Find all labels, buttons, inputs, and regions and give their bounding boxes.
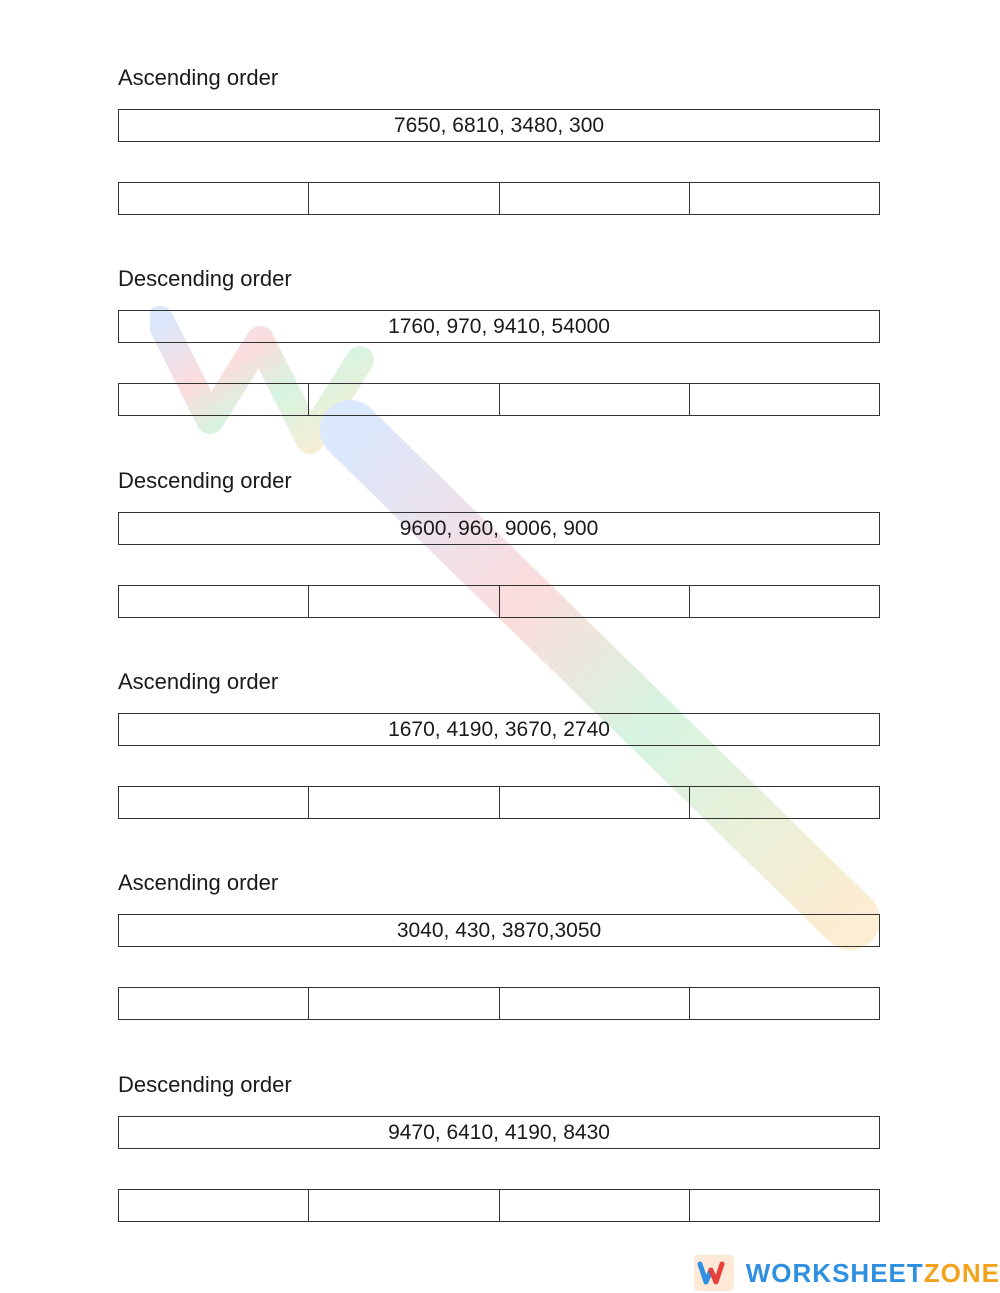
answer-cell-2[interactable] [309, 183, 499, 214]
brand-name-part2: ZONE [923, 1257, 1000, 1288]
answer-cell-1[interactable] [119, 586, 309, 617]
section-title: Descending order [118, 266, 292, 291]
w-logo-icon [694, 1255, 734, 1291]
answer-cell-2[interactable] [309, 1190, 499, 1221]
answer-cell-2[interactable] [309, 586, 499, 617]
answer-cell-3[interactable] [500, 1190, 690, 1221]
numbers-box: 7650, 6810, 3480, 300 [118, 109, 880, 142]
numbers-box: 9470, 6410, 4190, 8430 [118, 1116, 880, 1149]
answer-cell-3[interactable] [500, 988, 690, 1019]
section-title: Ascending order [118, 870, 279, 895]
section-title: Ascending order [118, 65, 279, 90]
answer-row [118, 987, 880, 1020]
answer-row [118, 1189, 880, 1222]
answer-cell-4[interactable] [690, 586, 879, 617]
answer-cell-4[interactable] [690, 988, 879, 1019]
answer-cell-2[interactable] [309, 384, 499, 415]
numbers-box: 3040, 430, 3870,3050 [118, 914, 880, 947]
brand-name-part1: WORKSHEET [745, 1257, 924, 1288]
answer-cell-1[interactable] [119, 183, 309, 214]
section-title: Descending order [118, 468, 292, 493]
answer-cell-1[interactable] [119, 1190, 309, 1221]
answer-row [118, 182, 880, 215]
answer-row [118, 585, 880, 618]
section-title: Ascending order [118, 669, 279, 694]
answer-cell-4[interactable] [690, 183, 879, 214]
answer-cell-2[interactable] [309, 988, 499, 1019]
answer-cell-4[interactable] [690, 1190, 879, 1221]
numbers-box: 9600, 960, 9006, 900 [118, 512, 880, 545]
answer-cell-1[interactable] [119, 787, 309, 818]
answer-cell-3[interactable] [500, 586, 690, 617]
numbers-box: 1760, 970, 9410, 54000 [118, 310, 880, 343]
answer-cell-2[interactable] [309, 787, 499, 818]
answer-cell-1[interactable] [119, 988, 309, 1019]
answer-cell-3[interactable] [500, 384, 690, 415]
answer-row [118, 786, 880, 819]
answer-cell-3[interactable] [500, 787, 690, 818]
section-title: Descending order [118, 1072, 292, 1097]
answer-row [118, 383, 880, 416]
answer-cell-1[interactable] [119, 384, 309, 415]
answer-cell-4[interactable] [690, 787, 879, 818]
brand-logo-area [694, 1253, 1000, 1293]
answer-cell-3[interactable] [500, 183, 690, 214]
numbers-box: 1670, 4190, 3670, 2740 [118, 713, 880, 746]
answer-cell-4[interactable] [690, 384, 879, 415]
brand-name [746, 1258, 1000, 1289]
